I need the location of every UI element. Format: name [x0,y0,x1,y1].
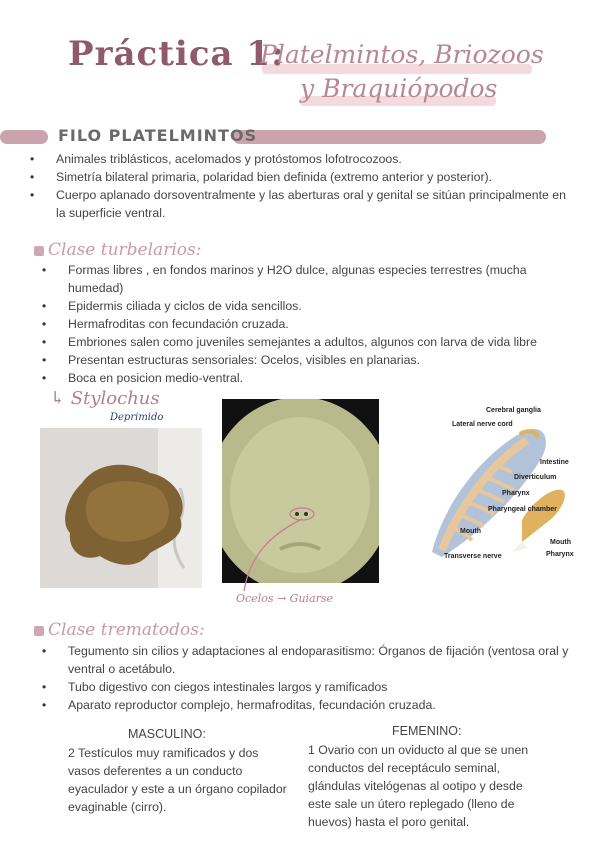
photo-caption: Deprimido [110,412,164,423]
list-item: • Epidermis ciliada y ciclos de vida sencillos. [40,297,580,315]
page-title: Práctica 1: [68,34,285,74]
list-item: • Simetría bilateral primaria, polaridad bien definida (extremo anterior y posterior). [28,168,568,186]
stylochus-photo [40,428,202,588]
ocelos-pointer [230,515,310,595]
square-bullet-icon [34,626,44,636]
label-pharyngeal-chamber: Pharyngeal chamber [488,506,557,513]
label-pharynx-2: Pharynx [546,551,574,558]
list-item: • Animales triblásticos, acelomados y protóstomos lofotrocozoos. [28,150,568,168]
label-mouth-2: Mouth [550,539,571,546]
genus-label: ↳ Stylochus [50,388,160,409]
femenino-text: 1 Ovario con un oviducto al que se unen conductos del receptáculo seminal, glándulas vitelógenas al ootipo y desde este sale un útero replegado (lleno de huevos) hasta el poro genital. [308,743,529,829]
section-bar-right [233,130,546,144]
list-item: • Formas libres , en fondos marinos y H2O dulce, algunas especies terrestres (mucha humedad) [40,261,580,297]
section-bar-left [0,130,48,144]
section-bullet-list [28,150,568,222]
planarian-anatomy-diagram [402,402,582,572]
title-block [0,30,600,110]
list-item: • Tegumento sin cilios y adaptaciones al endoparasitismo: Órganos de fijación (ventosa oral y ventral o acetábulo. [40,642,580,678]
ocelos-label: Ocelos → Guiarse [236,592,334,605]
label-cerebral-ganglia: Cerebral ganglia [486,407,541,414]
section-title: FILO PLATELMINTOS [58,126,258,145]
list-item: • Tubo digestivo con ciegos intestinales largos y ramificados [40,678,580,696]
list-item: • Hermafroditas con fecundación cruzada. [40,315,580,333]
label-diverticulum: Diverticulum [514,474,557,481]
square-bullet-icon [34,246,44,256]
page-subtitle-line2: y Braquiópodos [300,74,498,103]
turbelarios-bullet-list [40,261,580,387]
label-transverse-nerve: Transverse nerve [444,553,502,560]
page-subtitle-line1: Platelmintos, Briozoos [260,40,544,69]
label-mouth: Mouth [460,528,481,535]
list-item: • Embriones salen como juveniles semejantes a adultos, algunos con larva de vida libre [40,333,580,351]
list-item: • Aparato reproductor complejo, hermafroditas, fecundación cruzada. [40,696,580,714]
list-item: • Cuerpo aplanado dorsoventralmente y las aberturas oral y genital se sitúan principalmente en la superficie ventral. [28,186,568,222]
femenino-heading: FEMENINO: [392,724,462,738]
trematodos-bullet-list [40,642,580,714]
list-item: • Boca en posicion medio-ventral. [40,369,580,387]
label-lateral-nerve-cord: Lateral nerve cord [452,421,513,428]
label-pharynx: Pharynx [502,490,530,497]
label-intestine: Intestine [540,459,569,466]
masculino-text: 2 Testículos muy ramificados y dos vasos deferentes a un conducto eyaculador y este a un órgano copilador evaginable (cirro). [68,746,287,814]
masculino-heading: MASCULINO: [128,727,206,741]
class-trematodos-heading: Clase trematodos: [34,620,205,640]
list-item: • Presentan estructuras sensoriales: Ocelos, visibles en planarias. [40,351,580,369]
class-turbelarios-heading: Clase turbelarios: [34,240,201,260]
